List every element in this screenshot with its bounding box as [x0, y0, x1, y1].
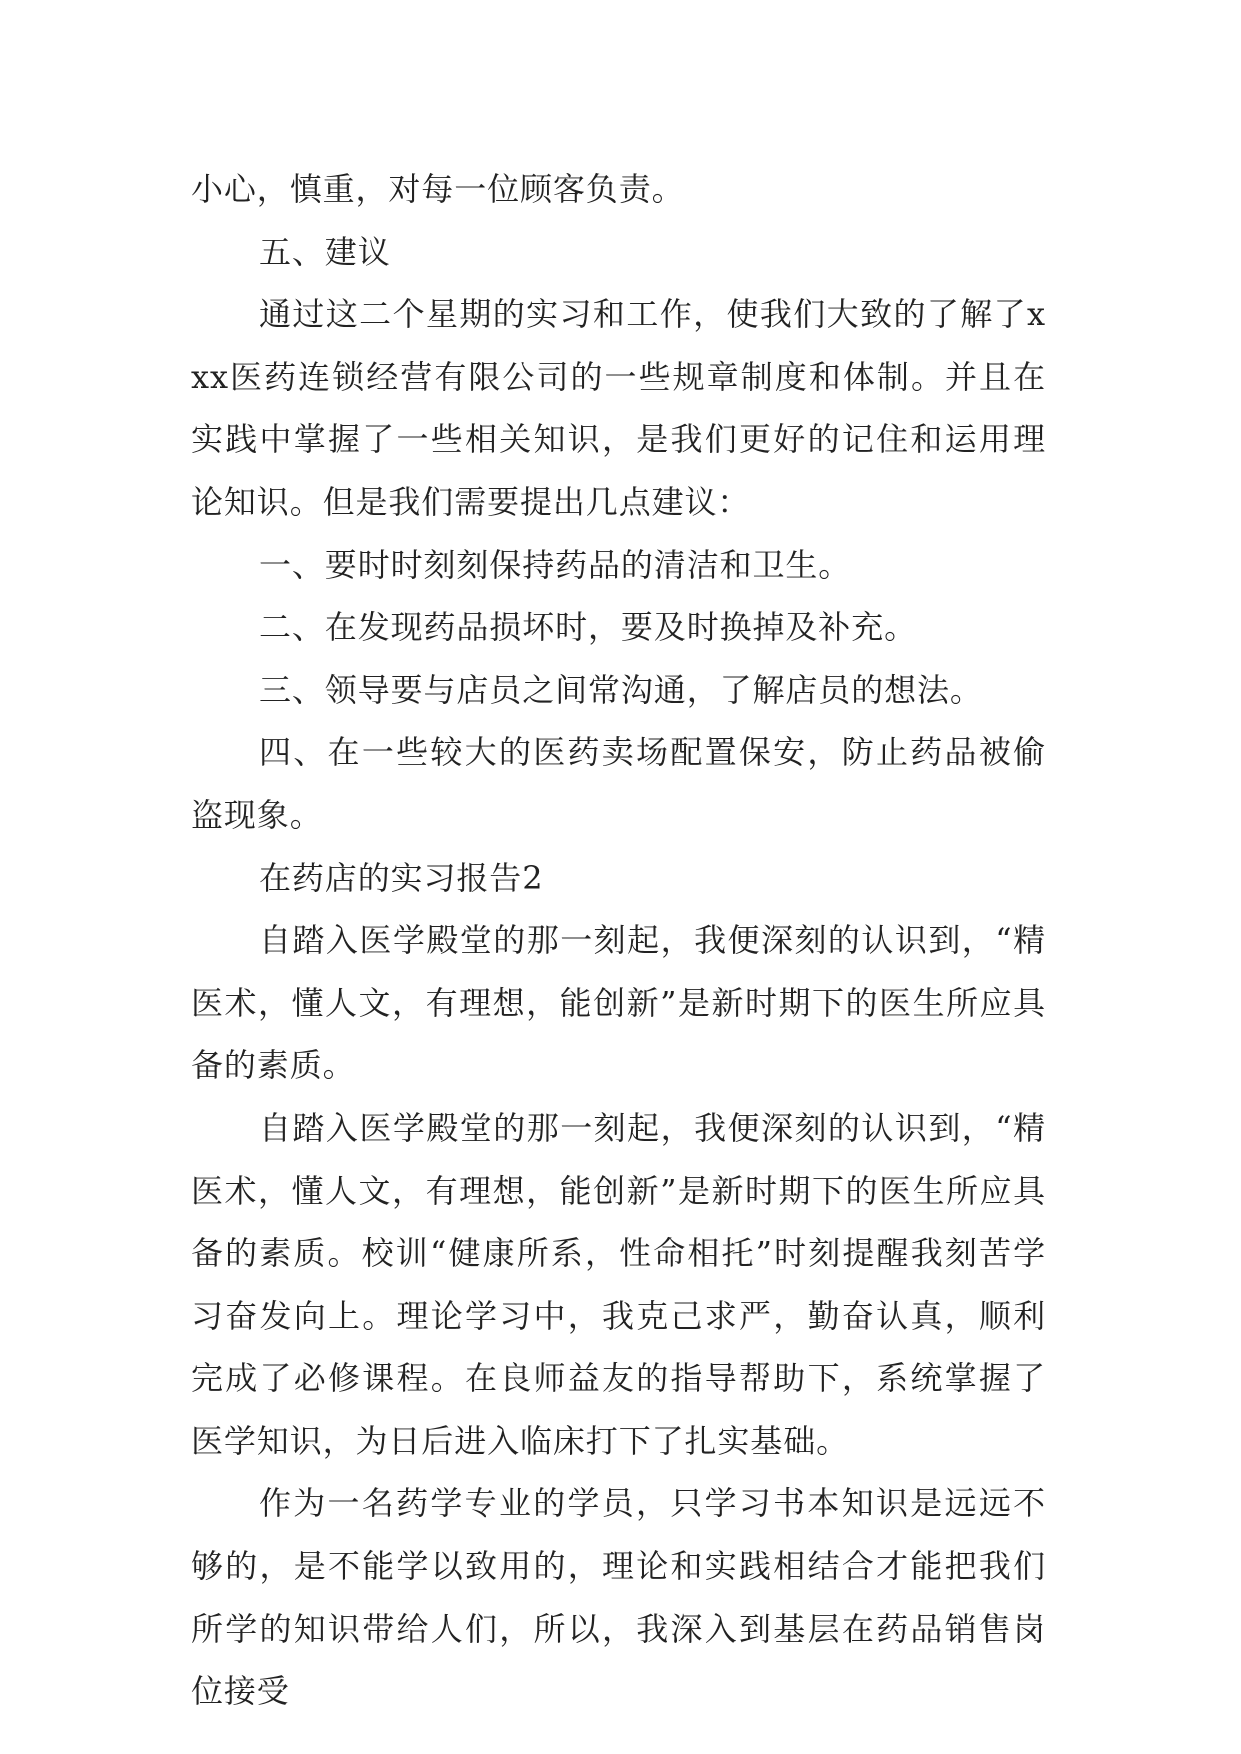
document-body [191, 158, 1046, 1723]
paragraph-closing-line: 小心，慎重，对每一位顾客负责。 [191, 170, 685, 208]
paragraph-report-2-practice: 作为一名药学专业的学员，只学习书本知识是远远不够的，是不能学以致用的，理论和实践相结合才能把我们所学的知识带给人们，所以，我深入到基层在药品销售岗位接受 [191, 1484, 1046, 1711]
paragraph-suggestions-intro: 通过这二个星期的实习和工作，使我们大致的了解了xxx医药连锁经营有限公司的一些规章制度和体制。并且在实践中掌握了一些相关知识，是我们更好的记住和运用理论知识。但是我们需要提出几点建议： [191, 295, 1046, 521]
suggestion-item-3: 三、领导要与店员之间常沟通，了解店员的想法。 [259, 670, 983, 709]
report-2-title: 在药店的实习报告2 [259, 858, 544, 897]
paragraph-report-2-opening: 自踏入医学殿堂的那一刻起，我便深刻的认识到，“精医术，懂人文，有理想，能创新”是新时期下的医生所应具备的素质。 [191, 921, 1046, 1085]
suggestion-item-4: 四、在一些较大的医药卖场配置保安，防止药品被偷盗现象。 [191, 733, 1046, 834]
paragraph-report-2-study: 自踏入医学殿堂的那一刻起，我便深刻的认识到，“精医术，懂人文，有理想，能创新”是新时期下的医生所应具备的素质。校训“健康所系，性命相托”时刻提醒我刻苦学习奋发向上。理论学习中，我克己求严，勤奋认真，顺利完成了必修课程。在良师益友的指导帮助下，系统掌握了医学知识，为日后进入临床打下了扎实基础。 [191, 1108, 1046, 1460]
section-heading-suggestions: 五、建议 [259, 232, 391, 271]
suggestion-item-1: 一、要时时刻刻保持药品的清洁和卫生。 [259, 545, 852, 584]
suggestion-item-2: 二、在发现药品损坏时，要及时换掉及补充。 [259, 608, 918, 647]
